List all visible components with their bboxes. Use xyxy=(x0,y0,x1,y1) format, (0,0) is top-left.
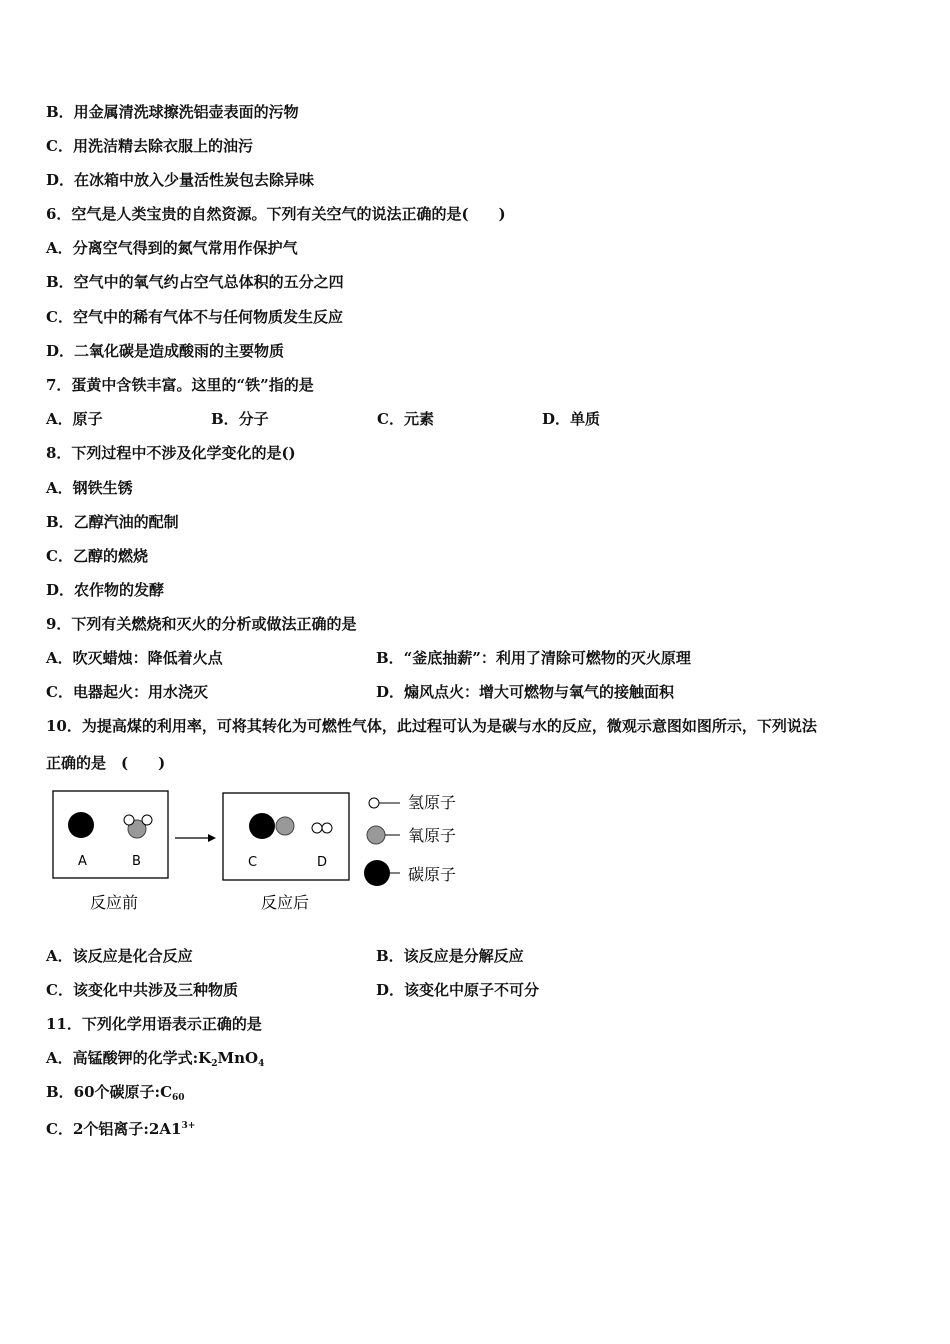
q8-option-c: C．乙醇的燃烧 xyxy=(46,547,148,565)
before-box xyxy=(53,791,168,878)
q8-option-d: D．农作物的发酵 xyxy=(46,581,165,599)
q10-option-a: A．该反应是化合反应 xyxy=(46,947,193,965)
q11-option-c xyxy=(46,1116,195,1139)
q6-option-d: D．二氧化碳是造成酸雨的主要物质 xyxy=(46,342,285,360)
q8-option-b: B．乙醇汽油的配制 xyxy=(46,513,179,531)
q6-stem: 6．空气是人类宝贵的自然资源。下列有关空气的说法正确的是( ) xyxy=(46,205,506,223)
before-caption: 反应前 xyxy=(90,893,139,912)
q9-option-b: B．“釜底抽薪”：利用了清除可燃物的灭火原理 xyxy=(376,649,691,667)
label-d: D xyxy=(317,855,328,870)
label-a: A xyxy=(78,854,87,869)
q7-option-b: B．分子 xyxy=(211,410,269,428)
q11-b-text: B．60个碳原子:C xyxy=(46,1083,173,1101)
hydrogen-atom-d2 xyxy=(322,823,332,833)
legend-oxygen-icon xyxy=(367,826,385,844)
q9-stem: 9．下列有关燃烧和灭火的分析或做法正确的是 xyxy=(46,615,357,633)
q10-stem-line1: 10．为提高煤的利用率，可将其转化为可燃性气体，此过程可认为是碳与水的反应，微观示意图如图所示，下列说法 xyxy=(46,717,817,735)
hydrogen-atom-b2 xyxy=(142,815,152,825)
q9-option-d: D．煽风点火：增大可燃物与氧气的接触面积 xyxy=(376,683,675,701)
q11-a-sub1: 2 xyxy=(211,1059,218,1069)
q11-a-sub2: 4 xyxy=(258,1059,265,1069)
legend-carbon-label: 碳原子 xyxy=(408,865,457,884)
q7-option-c: C．元素 xyxy=(377,410,434,428)
label-b: B xyxy=(132,854,141,869)
carbon-atom-a xyxy=(68,812,94,838)
q6-option-a: A．分离空气得到的氮气常用作保护气 xyxy=(46,239,298,257)
legend-oxygen-label: 氧原子 xyxy=(408,826,457,845)
q11-a-text: A．高锰酸钾的化学式:K xyxy=(46,1049,212,1067)
q11-b-sub: 60 xyxy=(172,1093,185,1103)
q11-option-a xyxy=(46,1048,264,1074)
q11-stem: 11．下列化学用语表示正确的是 xyxy=(46,1015,262,1033)
legend-hydrogen-label: 氢原子 xyxy=(408,793,457,812)
q7-stem: 7．蛋黄中含铁丰富。这里的“铁”指的是 xyxy=(46,376,314,394)
q11-option-b xyxy=(46,1082,185,1108)
q9-option-a: A．吹灭蜡烛：降低着火点 xyxy=(46,649,223,667)
q7-option-d: D．单质 xyxy=(542,410,601,428)
after-caption: 反应后 xyxy=(261,893,310,912)
q6-option-b: B．空气中的氧气约占空气总体积的五分之四 xyxy=(46,273,344,291)
q11-c-sup: 3+ xyxy=(181,1121,196,1131)
legend-hydrogen-icon xyxy=(369,798,379,808)
q7-option-a: A．原子 xyxy=(46,410,103,428)
reaction-arrow-head xyxy=(208,834,216,842)
q8-stem: 8．下列过程中不涉及化学变化的是() xyxy=(46,444,296,462)
q9-option-c: C．电器起火：用水浇灭 xyxy=(46,683,208,701)
after-box xyxy=(223,793,349,880)
reaction-diagram xyxy=(50,788,480,918)
q10-option-c: C．该变化中共涉及三种物质 xyxy=(46,981,238,999)
q11-a-mid: MnO xyxy=(217,1049,259,1067)
q5-option-b: B．用金属清洗球擦洗铝壶表面的污物 xyxy=(46,103,299,121)
q5-option-d: D．在冰箱中放入少量活性炭包去除异味 xyxy=(46,171,315,189)
oxygen-atom-c xyxy=(276,817,294,835)
q10-option-d: D．该变化中原子不可分 xyxy=(376,981,540,999)
q10-option-b: B．该反应是分解反应 xyxy=(376,947,524,965)
q8-option-a: A．钢铁生锈 xyxy=(46,479,133,497)
carbon-atom-c xyxy=(249,813,275,839)
q6-option-c: C．空气中的稀有气体不与任何物质发生反应 xyxy=(46,308,343,326)
q5-option-c: C．用洗洁精去除衣服上的油污 xyxy=(46,137,253,155)
legend-carbon-icon xyxy=(364,860,390,886)
q11-c-text: C．2个铝离子:2A1 xyxy=(46,1120,182,1138)
hydrogen-atom-d1 xyxy=(312,823,322,833)
label-c: C xyxy=(248,855,258,870)
q10-stem-line2: 正确的是 ( ) xyxy=(46,754,166,772)
hydrogen-atom-b1 xyxy=(124,815,134,825)
